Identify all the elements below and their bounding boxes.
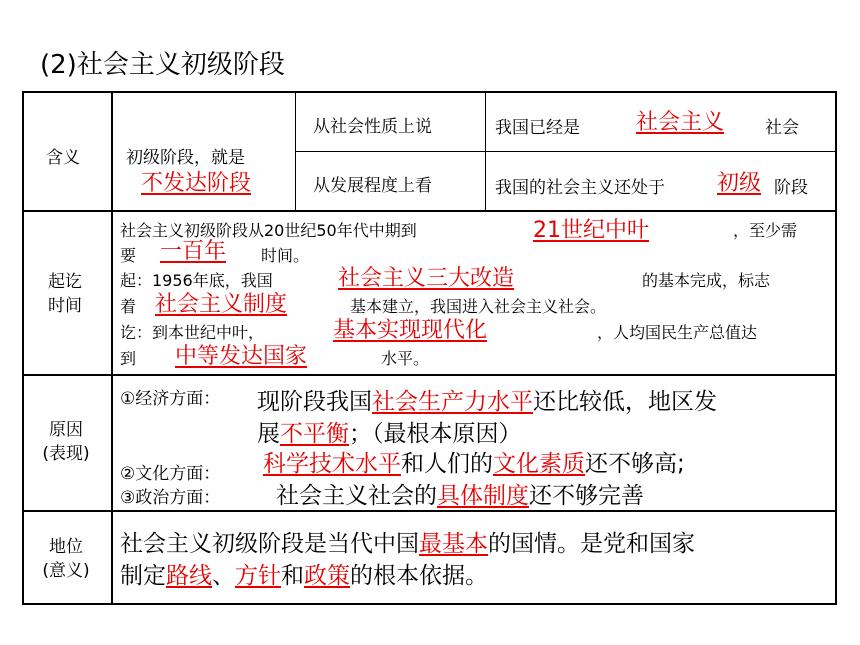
period-line2-post: 时间。 [261, 246, 310, 265]
period-line4-post: 基本建立，我国进入社会主义社会。 [350, 297, 607, 316]
cultural-answer-quality: 文化素质 [493, 451, 585, 477]
economic-text-line1 [257, 383, 717, 416]
column-divider [111, 91, 113, 605]
status-text-c: 的国情。是党和国家 [488, 531, 695, 557]
cultural-text-d: 还不够高; [585, 451, 685, 477]
row-header-status-line2: (意义) [42, 561, 90, 581]
sub1-label: 从社会性质上说 [313, 117, 432, 137]
row-header-period [40, 270, 90, 318]
row-divider [22, 210, 837, 212]
status-answer-line: 路线 [166, 563, 212, 589]
period-line5-post: ，人均国民生产总值达 [597, 323, 758, 342]
political-answer-system: 具体制度 [437, 483, 529, 509]
row-header-period-line2: 时间 [48, 296, 82, 316]
economic-answer-productivity: 社会生产力水平 [372, 389, 533, 415]
cultural-answer-science: 科学技术水平 [263, 451, 401, 477]
period-line4-pre: 着 [120, 297, 137, 316]
political-text-a: 社会主义社会的 [276, 483, 437, 509]
economic-text-d: 展 [257, 421, 280, 447]
political-text-c: 还不够完善 [529, 483, 644, 509]
row-header-status-line1: 地位 [49, 537, 83, 557]
period-line2-answer: 一百年 [160, 239, 227, 264]
sub1-answer: 社会主义 [636, 110, 725, 135]
period-line6-pre: 到 [120, 349, 137, 368]
row-header-status [32, 535, 100, 583]
cultural-label: ②文化方面： [120, 464, 221, 484]
period-line3-answer: 社会主义三大改造 [338, 266, 515, 291]
status-answer-policy: 政策 [304, 563, 350, 589]
economic-label: ①经济方面： [120, 389, 221, 409]
period-line1-answer: 21世纪中叶 [533, 218, 649, 243]
sub1-text-post: 社会 [765, 118, 799, 138]
period-line1-pre: 社会主义初级阶段从20世纪50年代中期到 [120, 221, 417, 240]
definition-prefix: 初级阶段，就是 [126, 148, 245, 168]
cell-divider [295, 151, 836, 152]
status-answer-guideline: 方针 [235, 563, 281, 589]
status-answer-basic: 最基本 [419, 531, 488, 557]
row-header-reason-line1: 原因 [49, 420, 83, 440]
cultural-text-b: 和人们的 [401, 451, 493, 477]
sub2-answer: 初级 [717, 171, 762, 196]
economic-text-f: ；（最根本原因） [349, 421, 522, 447]
row-header-reason [32, 418, 100, 466]
status-text-d: 制定 [120, 563, 166, 589]
status-line1 [120, 525, 695, 558]
economic-text-a: 现阶段我国 [257, 389, 372, 415]
period-line4-answer: 社会主义制度 [155, 292, 288, 317]
status-text-j: 的根本依据。 [350, 563, 488, 589]
period-line1-post: ，至少需 [733, 221, 798, 240]
cultural-text [263, 445, 685, 478]
period-line5-answer: 基本实现现代化 [333, 318, 488, 343]
economic-answer-imbalance: 不平衡 [280, 421, 349, 447]
sub2-label: 从发展程度上看 [313, 176, 432, 196]
period-line2-pre: 要 [120, 246, 137, 265]
economic-text-line2 [257, 415, 522, 448]
period-line6-answer: 中等发达国家 [175, 344, 308, 369]
sub2-text-pre: 我国的社会主义还处于 [495, 178, 665, 198]
status-text-f: 、 [212, 563, 235, 589]
period-line3-post: 的基本完成，标志 [642, 271, 771, 290]
row-header-meaning: 含义 [46, 148, 80, 168]
period-line5-pre: 讫：到本世纪中叶， [120, 323, 265, 342]
status-line2 [120, 557, 488, 590]
page-title: (2)社会主义初级阶段 [40, 50, 285, 80]
sub2-text-post: 阶段 [774, 178, 808, 198]
row-header-period-line1: 起讫 [48, 272, 82, 292]
row-divider [22, 510, 837, 512]
political-text [276, 477, 644, 510]
row-divider [22, 374, 837, 376]
definition-answer: 不发达阶段 [141, 171, 252, 196]
status-text-a: 社会主义初级阶段是当代中国 [120, 531, 419, 557]
period-line6-post: 水平。 [381, 349, 430, 368]
sub1-text-pre: 我国已经是 [495, 118, 580, 138]
period-line3-pre: 起：1956年底，我国 [120, 271, 273, 290]
economic-text-c: 还比较低，地区发 [533, 389, 717, 415]
political-label: ③政治方面： [120, 488, 221, 508]
status-text-h: 和 [281, 563, 304, 589]
row-header-reason-line2: (表现) [42, 444, 90, 464]
